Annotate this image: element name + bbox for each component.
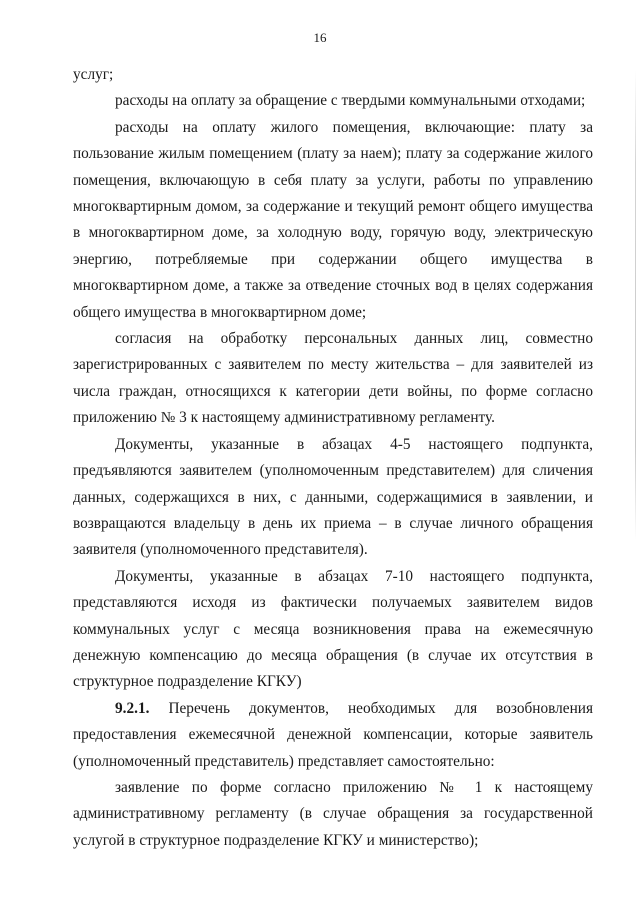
paragraph-housing-costs: расходы на оплату жилого помещения, включающие: плату за пользование жилым помещением (плату за наем); плату за содержание жилого помещения, включающую в себя плату за услуги, работы по управлению многоквартирным домом, за содержание и текущий ремонт общего имущества в многоквартирном доме, за холодную воду, горячую воду, электрическую энергию, потребляемые при содержании общего имущества в многоквартирном доме, а также за отведение сточных вод в целях содержания общего имущества в многоквартирном доме; <box>73 118 593 321</box>
page-number: 16 <box>313 30 327 45</box>
clause-number: 9.2.1. <box>115 699 150 717</box>
paragraph-application-form: заявление по форме согласно приложению № 1 к настоящему административному регламенту (в случае обращения за государственной услугой в структурное подразделение КГКУ и министерство); <box>73 778 593 849</box>
paragraph-documents-7-10: Документы, указанные в абзацах 7-10 настоящего подпункта, представляются исходя из фактически получаемых заявителем видов коммунальных услуг с месяца возникновения права на ежемесячную денежную компенсацию до месяца обращения (в случае их отсутствия в структурное подразделение КГКУ) <box>73 567 593 691</box>
paragraph-9-2-1 <box>73 696 593 775</box>
document-body <box>73 62 593 854</box>
clause-text: Перечень документов, необходимых для возобновления предоставления ежемесячной денежной компенсации, которые заявитель (уполномоченный представитель) представляет самостоятельно: <box>73 699 593 770</box>
paragraph-services-end: услуг; <box>73 66 114 83</box>
paragraph-consent: согласия на обработку персональных данных лиц, совместно зарегистрированных с заявителем по месту жительства – для заявителей из числа граждан, относящихся к категории дети войны, по форме согласно приложению № 3 к настоящему административному регламенту. <box>73 330 593 427</box>
paragraph-documents-4-5: Документы, указанные в абзацах 4-5 настоящего подпункта, предъявляются заявителем (уполномоченным представителем) для сличения данных, содержащихся в них, с данными, содержащимися в заявлении, и возвращаются владельцу в день их приема – в случае личного обращения заявителя (уполномоченного представителя). <box>73 435 593 559</box>
paragraph-solid-waste: расходы на оплату за обращение с твердыми коммунальными отходами; <box>115 92 586 110</box>
scan-edge-line <box>635 70 636 540</box>
